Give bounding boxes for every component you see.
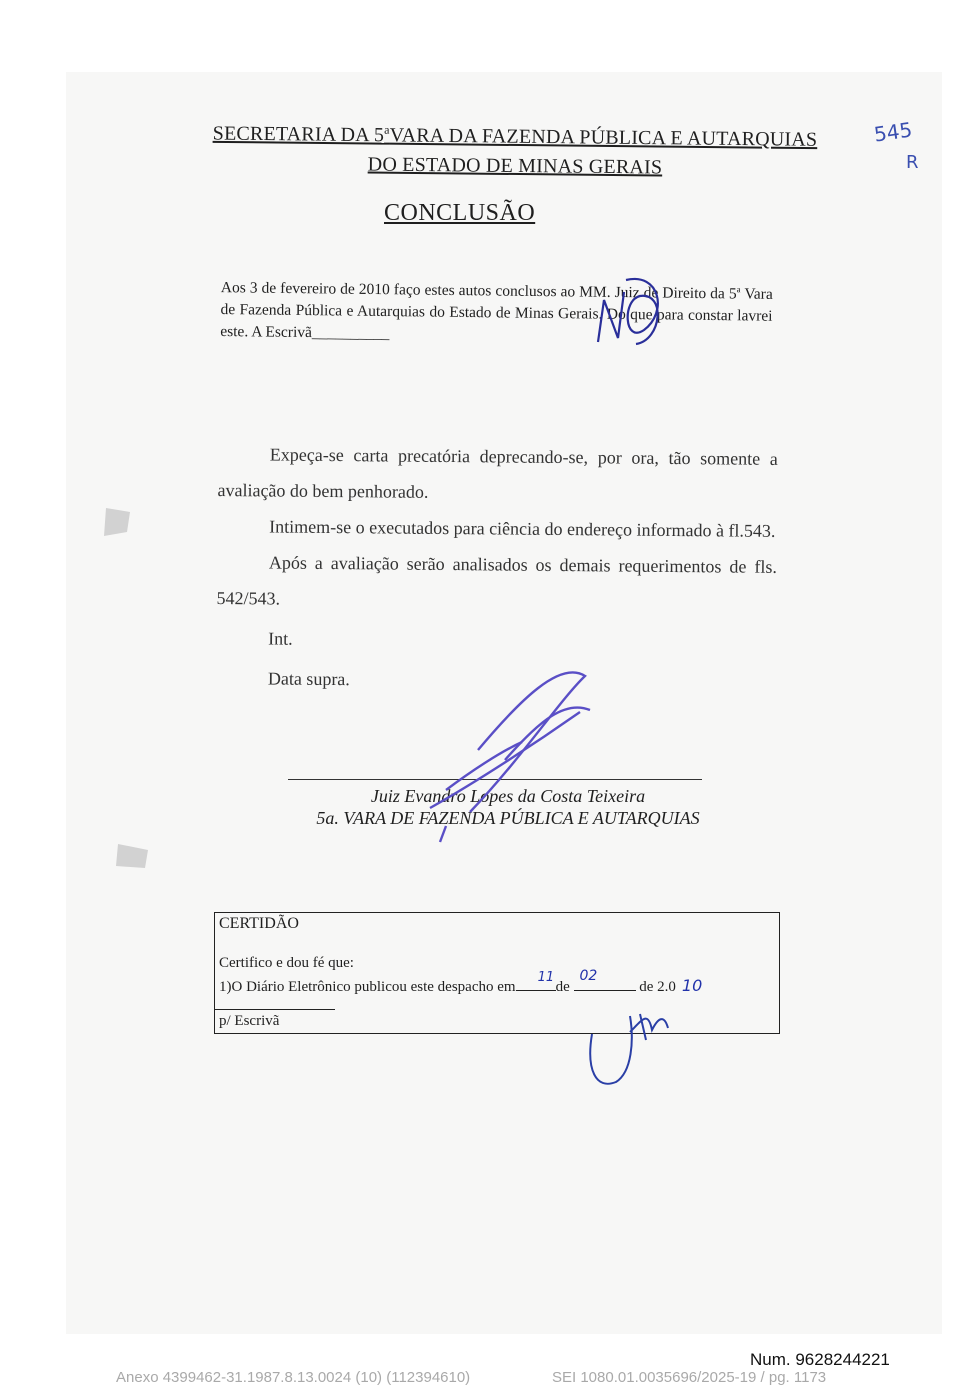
certidao-publication-line: 1)O Diário Eletrônico publicou este despacho em 11 de 02 de 2.0 10 — [219, 968, 703, 995]
court-name: 5a. VARA DE FAZENDA PÚBLICA E AUTARQUIAS — [316, 808, 700, 828]
page-footer — [116, 1369, 876, 1386]
certidao-signature — [590, 1014, 668, 1084]
conclusion-paragraph: Aos 3 de fevereiro de 2010 faço estes autos conclusos ao MM. Juiz de Direito da 5$^a$ Vara de Fazenda Pública e Autarquias do Estado de Minas Gerais. Do que para constar lavrei este. A Escrivã__________ — [220, 279, 773, 343]
page-title: CONCLUSÃO — [384, 200, 536, 226]
document-number: Num. 9628244221 — [750, 1350, 890, 1369]
certidao-statement: Certifico e dou fé que: — [219, 955, 354, 971]
punch-hole-top — [104, 508, 130, 536]
certidao-signer: p/ Escrivã — [219, 1013, 280, 1029]
footer-annex-ref: Anexo 4399462-31.1987.8.13.0024 (10) (112394610) — [116, 1369, 471, 1386]
court-header-line1: SECRETARIA DA 5$^a$VARA DA FAZENDA PÚBLICA E AUTARQUIAS — [212, 122, 818, 151]
judge-signature — [430, 672, 590, 842]
clerk-initials-signature — [598, 279, 658, 344]
margin-initial: R — [906, 152, 919, 173]
decision-int: Int. — [268, 628, 293, 649]
handwritten-month: 02 — [579, 968, 598, 984]
court-header-line2: DO ESTADO DE MINAS GERAIS — [367, 153, 663, 179]
decision-paragraph-1: Expeça-se carta precatória deprecando-se, por ora, tão somente a avaliação do bem penhorado. — [217, 444, 778, 502]
decision-date: Data supra. — [267, 668, 350, 690]
decision-paragraph-3: Após a avaliação serão analisados os demais requerimentos de fls. 542/543. — [216, 552, 777, 609]
margin-page-number: 545 — [872, 117, 914, 147]
judge-name: Juiz Evandro Lopes da Costa Teixeira — [370, 786, 646, 806]
certidao-title: CERTIDÃO — [219, 915, 299, 932]
handwritten-year: 10 — [681, 976, 703, 995]
punch-hole-bottom — [116, 844, 148, 868]
decision-paragraph-2: Intimem-se o executados para ciência do endereço informado à fl.543. — [269, 516, 776, 541]
handwritten-day: 11 — [537, 970, 555, 985]
footer-sei-ref: SEI 1080.01.0035696/2025-19 / pg. 1173 — [552, 1369, 827, 1386]
